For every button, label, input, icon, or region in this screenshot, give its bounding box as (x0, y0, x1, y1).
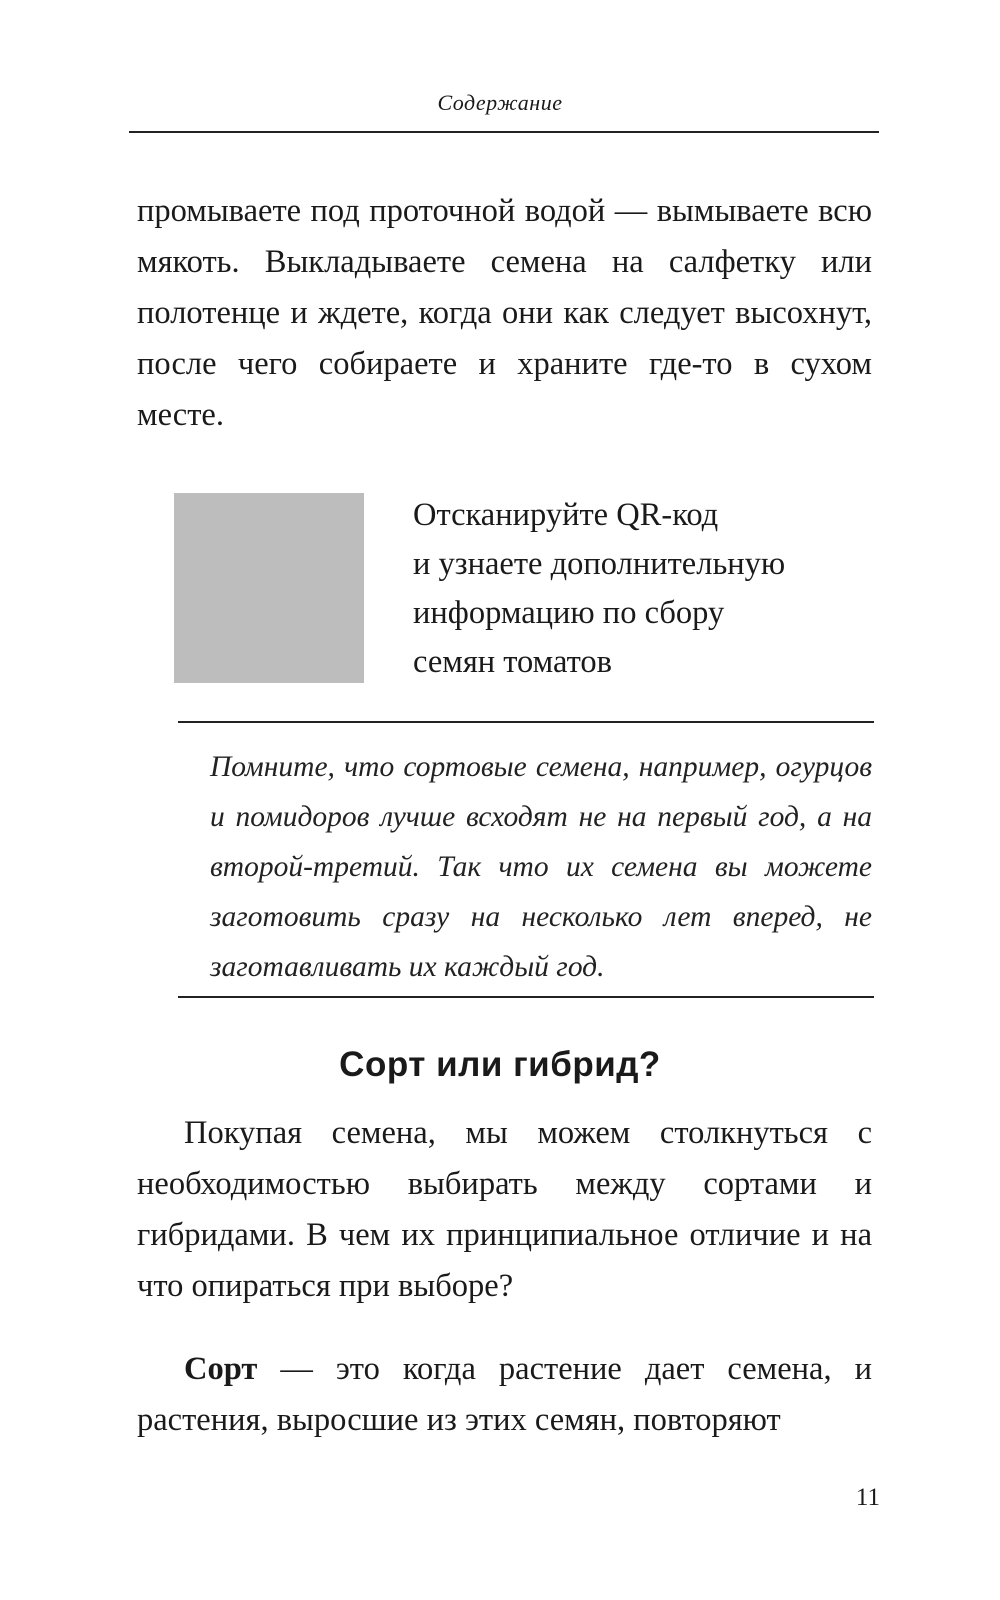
qr-caption-line: и узнаете дополнительную (413, 546, 786, 582)
note-bottom-divider (178, 996, 874, 998)
definition-text: — это когда растение дает семена, и растения, выросшие из этих семян, повторяют (137, 1351, 872, 1438)
running-header: Содержание (437, 90, 563, 115)
qr-code-placeholder[interactable] (174, 493, 364, 683)
qr-caption (413, 491, 853, 687)
page-number: 11 (855, 1484, 880, 1511)
paragraph-variety-definition (137, 1344, 872, 1446)
header-divider (129, 131, 879, 133)
qr-caption-line: информацию по сбору (413, 595, 725, 631)
term-variety: Сорт (184, 1351, 258, 1387)
qr-caption-line: семян томатов (413, 644, 612, 680)
note-top-divider (178, 721, 874, 723)
note-text: Помните, что сортовые семена, например, огурцов и помидоров лучше всходят не на первый год, а на второй-третий. Так что их семена вы можете заготовить сразу на несколько лет вперед, не заготавливать их каждый год. (210, 751, 872, 983)
paragraph-variety-or-hybrid: Покупая семена, мы можем столкнуться с необходимостью выбирать между сортами и гибридами. В чем их принципиальное отличие и на что опираться при выборе? (137, 1115, 872, 1304)
qr-caption-line: Отсканируйте QR-код (413, 497, 719, 533)
paragraph-seed-drying: промываете под проточной водой — вымываете всю мякоть. Выкладываете семена на салфетку или полотенце и ждете, когда они как следует высохнут, после чего собираете и храните где-то в сухом месте. (137, 193, 872, 433)
section-heading: Сорт или гибрид? (339, 1045, 661, 1084)
